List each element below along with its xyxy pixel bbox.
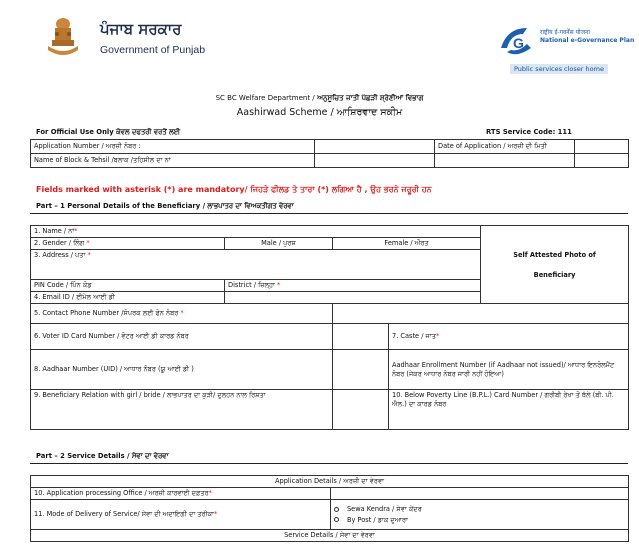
aadhaar-enrollment-field[interactable]: Aadhaar Enrollment Number (if Aadhaar not issued)/ ਆਧਾਰ ਇਨਰੋਲਮੈਂਟ ਨੰਬਰ (ਜੇਕਰ ਆਧਾਰ ਨੰਬਰ ਜਾਰੀ ਨਹੀਂ ਹੋਇਆ) bbox=[389, 350, 629, 390]
delivery-options bbox=[331, 500, 629, 530]
block-tehsil-cell: Name of Block & Tehsil /ਬਲਾਕ /ਤਹਿਸੀਲ ਦਾ ਨਾਂ bbox=[31, 154, 315, 168]
relation-field[interactable]: 9. Beneficiary Relation with girl / bride / ਲਾਭਪਾਤਰ ਦਾ ਕੁੜੀ/ ਦੁਲਹਨ ਨਾਲ ਰਿਸ਼ਤਾ bbox=[31, 390, 333, 430]
rts-service-code: RTS Service Code: 111 bbox=[486, 128, 572, 136]
by-post-option[interactable]: By Post / ਡਾਕ ਦੁਆਰਾ bbox=[334, 516, 625, 525]
block-tehsil-value[interactable] bbox=[315, 154, 435, 168]
caste-field[interactable]: 7. Caste / ਜਾਤ* bbox=[389, 324, 629, 350]
blank-cell bbox=[333, 324, 389, 350]
government-of-punjab-title: Government of Punjab bbox=[100, 44, 206, 56]
official-use-label: For Official Use Only ਕੇਵਲ ਦਫਤਰੀ ਵਰਤੋਂ ਲਈ bbox=[36, 128, 180, 136]
application-number-cell: Application Number / ਅਰਜ਼ੀ ਨੰਬਰ : bbox=[31, 140, 315, 154]
blank-cell bbox=[575, 154, 629, 168]
punjab-emblem-icon bbox=[44, 16, 82, 58]
bpl-card-field[interactable]: 10. Below Poverty Line (B.P.L.) Card Number / ਗਰੀਬੀ ਰੇਖਾ ਤੋਂ ਥੱਲੇ (ਬੀ. ਪੀ. ਐਲ.) ਦਾ ਕਾਰਡ ਨੰਬਰ bbox=[389, 390, 629, 430]
name-field[interactable]: 1. Name / ਨਾਂ* bbox=[31, 226, 481, 238]
negp-english-label: National e-Governance Plan bbox=[540, 37, 635, 44]
svg-text:G: G bbox=[513, 35, 524, 51]
radio-icon[interactable] bbox=[334, 507, 339, 512]
negp-hindi-label: राष्ट्रीय ई-गवर्नेंस योजना bbox=[540, 29, 590, 36]
department-english: SC BC Welfare Department / bbox=[215, 94, 315, 102]
email-value[interactable] bbox=[225, 292, 481, 304]
blank-cell bbox=[333, 390, 389, 430]
department-title bbox=[0, 94, 639, 103]
divider bbox=[30, 213, 628, 214]
email-field[interactable]: 4. Email ID / ਈਮੇਲ ਆਈ ਡੀ bbox=[31, 292, 225, 304]
negp-tagline: Public services closer home bbox=[510, 64, 608, 74]
service-details-heading: Service Details / ਸੇਵਾ ਦਾ ਵੇਰਵਾ bbox=[31, 530, 629, 542]
voter-id-field[interactable]: 6. Voter ID Card Number / ਵੋਟਰ ਆਈ ਡੀ ਕਾਰਡ ਨੰਬਰ bbox=[31, 324, 333, 350]
egov-logo-icon bbox=[497, 22, 541, 60]
department-punjabi: ਅਨੁਸੂਚਿਤ ਜਾਤੀ ਪੱਛੜੀ ਸ਼੍ਰੇਣੀਆਂ ਵਿਭਾਗ bbox=[314, 94, 424, 102]
photo-box[interactable]: Self Attested Photo of Beneficiary bbox=[481, 226, 629, 304]
blank-cell bbox=[333, 350, 389, 390]
personal-details-table bbox=[30, 225, 629, 430]
pin-code-field[interactable]: PIN Code / ਪਿੰਨ ਕੋਡ bbox=[31, 280, 225, 292]
application-date-value[interactable] bbox=[575, 140, 629, 154]
part2-heading: Part – 2 Service Details / ਸੇਵਾ ਦਾ ਵੇਰਵਾ bbox=[36, 452, 169, 460]
mandatory-note: Fields marked with asterisk (*) are mandatory/ ਜਿਹੜੇ ਫੀਲਡ ਤੇ ਤਾਰਾ (*) ਲਗਿਆ ਹੈ , ਉਹ ਭਰਨੇ ਜਰੂਰੀ ਹਨ bbox=[36, 185, 432, 194]
gender-male-option[interactable]: Male / ਪੁਰਸ਼ bbox=[225, 238, 333, 250]
phone-value[interactable] bbox=[333, 304, 629, 324]
sewa-kendra-option[interactable]: Sewa Kendra / ਸੇਵਾ ਕੇਂਦਰ bbox=[334, 505, 625, 514]
gender-field: 2. Gender / ਲਿੰਗ * bbox=[31, 238, 225, 250]
scheme-title: Aashirwad Scheme / ਆਸ਼ਿਰਵਾਦ ਸਕੀਮ bbox=[236, 107, 403, 118]
processing-office-field[interactable]: 10. Application processing Office / ਅਰਜ਼ੀ ਕਾਰਵਾਈ ਦਫ਼ਤਰ* bbox=[31, 488, 331, 500]
gender-female-option[interactable]: Female / ਔਰਤ bbox=[333, 238, 481, 250]
part1-heading: Part – 1 Personal Details of the Beneficiary / ਲਾਭਪਾਤਰ ਦਾ ਵਿਅਕਤੀਗਤ ਵੇਰਵਾ bbox=[36, 202, 294, 210]
delivery-mode-field: 11. Mode of Delivery of Service/ ਸੇਵਾ ਦੀ ਅਦਾਇਗੀ ਦਾ ਤਰੀਕਾ* bbox=[31, 500, 331, 530]
service-details-table bbox=[30, 475, 629, 542]
blank-cell bbox=[435, 154, 575, 168]
address-field[interactable]: 3. Address / ਪਤਾ * bbox=[31, 250, 481, 280]
processing-office-value[interactable] bbox=[331, 488, 629, 500]
application-number-value[interactable] bbox=[315, 140, 435, 154]
divider bbox=[30, 463, 628, 464]
district-field[interactable]: District / ਜ਼ਿਲ੍ਹਾ * bbox=[225, 280, 481, 292]
aadhaar-field[interactable]: 8. Aadhaar Number (UID) / ਆਧਾਰ ਨੰਬਰ (ਯੂ ਆਈ ਡੀ ) bbox=[31, 350, 333, 390]
radio-icon[interactable] bbox=[334, 517, 339, 522]
official-use-table bbox=[30, 139, 629, 168]
punjab-government-title-punjabi: ਪੰਜਾਬ ਸਰਕਾਰ bbox=[100, 20, 182, 38]
application-date-cell: Date of Application / ਅਰਜ਼ੀ ਦੀ ਮਿਤੀ bbox=[435, 140, 575, 154]
application-details-heading: Application Details / ਅਰਜ਼ੀ ਦਾ ਵੇਰਵਾ bbox=[31, 476, 629, 488]
phone-field[interactable]: 5. Contact Phone Number /ਸੰਪਰਕ ਲਈ ਫੋਨ ਨੰਬਰ * bbox=[31, 304, 333, 324]
